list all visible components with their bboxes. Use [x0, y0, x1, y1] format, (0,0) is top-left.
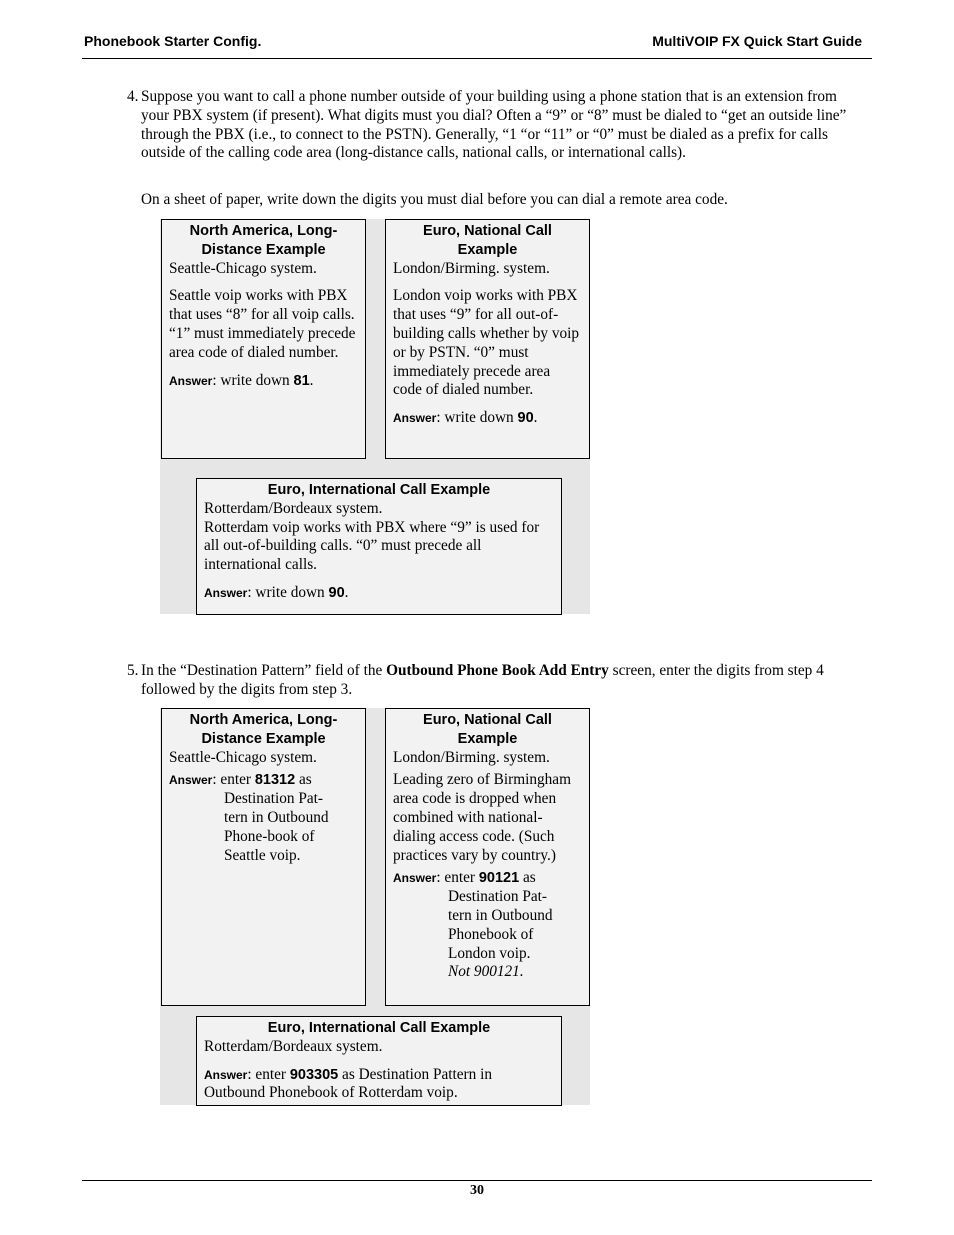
example-answer: Answer: write down 81.	[169, 371, 314, 389]
example-body: Seattle voip works with PBX that uses “8” for all voip calls. “1” must immediately precede area code of dialed number.	[169, 287, 356, 361]
answer-continuation: Destination Pat- tern in Outbound Phonebook of London voip. Not 900121.	[393, 888, 582, 982]
page-number: 30	[470, 1183, 484, 1198]
step-4-note: On a sheet of paper, write down the digits you must dial before you can dial a remote area code.	[141, 191, 728, 208]
answer-value: 81	[293, 372, 310, 389]
header-rule	[82, 58, 872, 59]
answer-label: Answer	[393, 411, 437, 426]
example-answer: Answer: write down 90.	[393, 409, 538, 427]
example-body: Rotterdam voip works with PBX where “9” is used for all out-of-building calls. “0” must precede all international calls.	[204, 518, 540, 574]
example-body: Leading zero of Birmingham area code is dropped when combined with national-dialing access code. (Such practices vary by country.)	[393, 771, 571, 864]
example-system: Rotterdam/Bordeaux system.	[204, 499, 383, 517]
running-header-right: MultiVOIP FX Quick Start Guide	[652, 33, 862, 49]
example-body: London voip works with PBX that uses “9” for all out-of-building calls whether by voip or by PSTN. “0” must immediately precede area code of dialed number.	[393, 287, 580, 399]
example-box-euro-national	[385, 708, 590, 1006]
step-4-number: 4.	[127, 88, 139, 105]
answer-label: Answer	[169, 773, 213, 788]
step-4	[127, 88, 867, 163]
answer-note: Not 900121.	[448, 963, 524, 981]
answer-value: 90	[328, 584, 345, 601]
example-title: North America, Long-Distance Example	[189, 712, 338, 747]
example-answer: Answer: enter 903305 as Destination Pattern in Outbound Phonebook of Rotterdam voip.	[204, 1065, 493, 1102]
example-system: London/Birming. system.	[393, 748, 550, 766]
step-5-text: In the “Destination Pattern” field of the Outbound Phone Book Add Entry screen, enter the digits from step 4 followed by the digits from step 3.	[141, 662, 824, 698]
example-answer: Answer: write down 90.	[204, 583, 349, 601]
step-5	[127, 662, 867, 700]
example-box-north-america	[161, 708, 366, 1006]
example-box-euro-national	[385, 219, 590, 459]
example-system: London/Birming. system.	[393, 259, 550, 277]
example-box-north-america	[161, 219, 366, 459]
example-answer: Answer: enter 90121 as	[393, 869, 536, 887]
answer-label: Answer	[204, 1067, 248, 1082]
example-system: Seattle-Chicago system.	[169, 259, 317, 277]
answer-label: Answer	[393, 871, 437, 886]
example-answer: Answer: enter 81312 as	[169, 771, 312, 789]
example-title: North America, Long-Distance Example	[189, 223, 338, 258]
running-header-left: Phonebook Starter Config.	[84, 33, 262, 49]
footer-rule	[82, 1180, 872, 1181]
example-title: Euro, International Call Example	[267, 1020, 491, 1036]
example-system: Rotterdam/Bordeaux system.	[204, 1037, 383, 1055]
example-title: Euro, International Call Example	[267, 482, 491, 498]
answer-label: Answer	[204, 585, 248, 600]
step-5-number: 5.	[127, 662, 139, 679]
answer-label: Answer	[169, 373, 213, 388]
example-box-euro-international	[196, 478, 562, 615]
example-title: Euro, National Call Example	[423, 223, 552, 258]
example-box-euro-international	[196, 1016, 562, 1106]
answer-value: 903305	[289, 1066, 339, 1083]
step-4-text: Suppose you want to call a phone number outside of your building using a phone station that is an extension from your PBX system (if present). What digits must you dial? Often a “9” or “8” must be dialed to “get an outside line” through the PBX (i.e., to connect to the PSTN). Generally, “1 “or “11” or “0” must be dialed as a prefix for calls outside of the calling code area (long-distance calls, national calls, or international calls).	[141, 88, 847, 162]
example-title: Euro, National Call Example	[423, 712, 552, 747]
answer-value: 81312	[254, 772, 296, 789]
answer-value: 90	[517, 410, 534, 427]
answer-continuation: Destination Pat- tern in Outbound Phone-book of Seattle voip.	[224, 790, 329, 864]
example-system: Seattle-Chicago system.	[169, 748, 317, 766]
answer-value: 90121	[478, 870, 520, 887]
